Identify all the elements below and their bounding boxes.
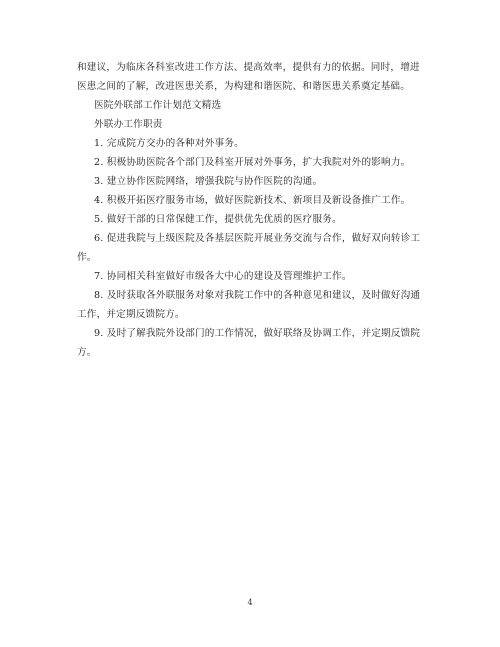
list-item-2: 2. 积极协助医院各个部门及科室开展对外事务，扩大我院对外的影响力。 <box>94 157 411 168</box>
list-item-5: 5. 做好干部的日常保健工作，提供优先优质的医疗服务。 <box>94 214 342 225</box>
intro-line-2: 医患之间的了解，改进医患关系，为构建和谐医院、和谐医患关系奠定基础。 <box>77 81 410 92</box>
list-item-1: 1. 完成院方交办的各种对外事务。 <box>94 138 244 149</box>
section-title: 医院外联部工作计划范文精选 <box>94 100 222 111</box>
list-item-6-line-2: 作。 <box>77 252 97 263</box>
document-body <box>77 58 423 362</box>
list-item-7: 7. 协同相关科室做好市级各大中心的建设及管理维护工作。 <box>94 271 352 282</box>
list-item-8-line-1: 8. 及时获取各外联服务对象对我院工作中的各种意见和建议，及时做好沟通 <box>94 290 421 301</box>
page-number: 4 <box>247 598 253 607</box>
list-item-8-line-2: 工作，并定期反馈院方。 <box>77 309 185 320</box>
list-item-6-line-1: 6. 促进我院与上级医院及各基层医院开展业务交流与合作，做好双向转诊工 <box>94 233 421 244</box>
list-item-9-line-1: 9. 及时了解我院外设部门的工作情况，做好联络及协调工作，并定期反馈院 <box>94 328 421 339</box>
list-item-4: 4. 积极开拓医疗服务市场，做好医院新技术、新项目及新设备推广工作。 <box>94 195 411 206</box>
subtitle: 外联办工作职责 <box>94 119 163 130</box>
list-item-3: 3. 建立协作医院网络，增强我院与协作医院的沟通。 <box>94 176 323 187</box>
list-item-9-line-2: 方。 <box>77 347 97 358</box>
intro-line-1: 和建议，为临床各科室改进工作方法、提高效率，提供有力的依据。同时，增进 <box>77 62 420 73</box>
